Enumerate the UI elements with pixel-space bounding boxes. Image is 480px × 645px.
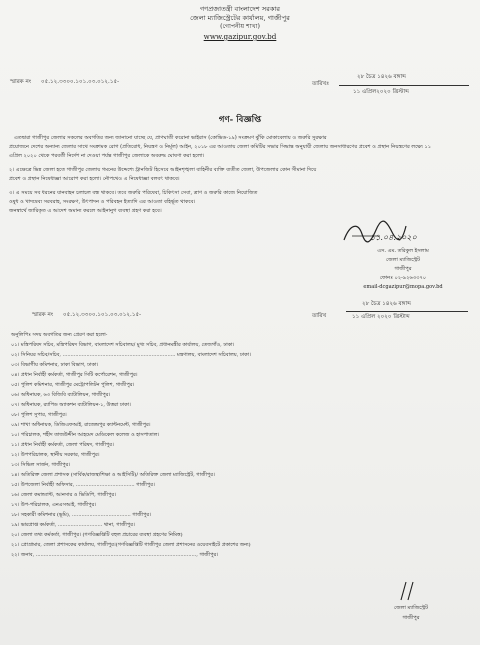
copy-item: ০১। মন্ত্রিপরিষদ সচিব, মন্ত্রিপরিষদ বিভাগ, বাংলাদেশ সচিবালয়/ মুখ্য সচিব, প্রধানমন্ত্রীর কার্যালয়, তেজগাঁও, ঢাকা। xyxy=(11,342,235,348)
copy-item: ২২। জনাব, ....................................................................................................., গাজীপুর। xyxy=(11,552,219,558)
copy-item: ১৩। সিভিল সার্জন, গাজীপুর। xyxy=(11,462,71,468)
copy-item: ১২। উপপরিচালক, স্থানীয় সরকার, গাজীপুর। xyxy=(11,452,100,458)
memo2-label-text: স্মারক নং xyxy=(32,312,54,318)
copy-item: ১৮। সহকারী কমিশনার (ভূমি), ..................................... গাজীপুর। xyxy=(11,512,151,518)
copy-item: ০২। সিনিয়র সচিব/সচিব, ....................................................................... মন্ত্রণালয়, বাংলাদেশ সচিবালয়, ঢাকা। xyxy=(11,352,251,358)
paragraph-line: প্রয়োজনে দেশের অন্যান্য জেলার সাথে সংক্রামক রোগ (প্রতিরোধ, নিয়ন্ত্রণ ও নির্মূল) আইন, ২০১৮ এর আওতায় জেলা কমিটির সভার সিদ্ধান্ত অনুযায়ী জেলায় জনসাধারণের প্রবেশ ও প্রস্থান নিয়ন্ত্রণের লক্ষ্যে ১১ xyxy=(9,144,432,150)
memo2-number: ০৫.১২.৩৩০০.১০১.০৩.০১২.১৫- xyxy=(63,312,141,318)
copy-item: ১৯। ভারপ্রাপ্ত কর্মকর্তা, ............................ থানা, গাজীপুর। xyxy=(11,522,135,528)
paragraph-line: জনস্বার্থে জারিকৃত এ আদেশ অমান্য করলে আইনানুগ ব্যবস্থা গ্রহণ করা হবে। xyxy=(9,208,162,214)
signer2-designation: জেলা ম্যাজিস্ট্রেট xyxy=(394,605,428,611)
signature-date: ১১.০৪.২০২০ xyxy=(370,233,417,242)
signature-initial xyxy=(396,580,420,602)
copy-item: ১১। প্রধান নির্বাহী কর্মকর্তা, জেলা পরিষদ, গাজীপুর। xyxy=(11,442,114,448)
copy-item: ২০। জেলা তথ্য কর্মকর্তা, গাজীপুর। (গণবিজ্ঞপ্তিটি বহুল প্রচারের ব্যবস্থা গ্রহণের নিমিত্ত) xyxy=(11,532,183,538)
copy-item: ১৪। অতিরিক্ত জেলা প্রশাসক (সার্বিক/রাজস্ব/শিক্ষা ও আইসিটি)/ অতিরিক্ত জেলা ম্যাজিস্ট্রেট, গাজীপুর। xyxy=(11,472,215,478)
govt-heading: গণপ্রজাতন্ত্রী বাংলাদেশ সরকার xyxy=(199,5,281,13)
office-heading: জেলা ম্যাজিস্ট্রেটের কার্যালয়, গাজীপুর xyxy=(190,14,290,22)
memo-number: ০৫.১২.৩৩০০.১০১.০৩.০১২.১৫- xyxy=(41,79,119,85)
signer-name: এস. এম. তরিকুল ইসলাম xyxy=(377,248,429,254)
memo-date-label: তারিখঃ xyxy=(312,81,330,87)
memo-label-text: স্মারক নং xyxy=(10,79,32,85)
copy-item: ১০। পরিচালক, শহীদ তাজউদ্দীন আহমেদ মেডিকেল কলেজ ও হাসপাতাল। xyxy=(11,432,160,438)
paragraph-line: ওষুধ ও খাদ্যদ্রব্য সরবরাহ, সংরক্ষণ, উৎপাদন ও পরিবহন ইত্যাদি এর আওতা বহির্ভূত থাকবে। xyxy=(9,199,196,205)
copy-item: ০৮। পুলিশ সুপার, গাজীপুর। xyxy=(11,412,67,418)
memo2-date-label: তারিখ xyxy=(312,313,327,319)
signer2-district: গাজীপুর xyxy=(402,615,420,621)
copy-item: ১৬। জেলা কমান্ড্যান্ট, আনসার ও ভিডিপি, গাজীপুর। xyxy=(11,492,116,498)
copy-item: ১৭। উপ-পরিচালক, এনএসআই, গাজীপুর। xyxy=(11,502,97,508)
branch-heading: (গোপনীয় শাখা) xyxy=(220,23,260,30)
memo-date-bangla: ২৮ চৈত্র ১৪২৬ বঙ্গাব্দ xyxy=(357,74,406,80)
copy-item: ১৫। উপজেলা নির্বাহী অফিসার, ..................................... গাজীপুর। xyxy=(11,482,155,488)
signer-email[interactable]: email-dcgazipur@mopa.gov.bd xyxy=(363,284,443,290)
paragraph-line: এতদ্বারা গাজীপুর জেলার সকলের অবগতির জন্য জানানো যাচ্ছে যে, প্রাণঘাতী করোনা ভাইরাস (কোভিড-১৯) সংক্রমণ ঝুঁকি মোকাবেলায় ও জরুরি সুরক্ষার xyxy=(14,135,327,141)
memo-date-english: ১১ এপ্রিল২০২০ খ্রিস্টাব্দ xyxy=(353,89,409,95)
paragraph-line: এপ্রিল ২০২০ থেকে পরবর্তী নির্দেশ না দেওয়া পর্যন্ত গাজীপুর জেলাকে অবরুদ্ধ ঘোষণা করা হলো। xyxy=(9,153,205,159)
memo2-date-english: ১১ এপ্রিল ২০২০ খ্রিস্টাব্দ xyxy=(352,314,410,320)
memo-label xyxy=(10,80,119,86)
memo2-date-divider xyxy=(346,311,468,312)
copy-intro: অনুলিপিঃ সদয় অবগতির জন্য প্রেরণ করা হলো- xyxy=(11,332,108,338)
copy-item: ০৬। অধিনায়ক, ৬৩ বিজিবি ব্যাটালিয়ন, গাজীপুর। xyxy=(11,392,111,398)
copy-item: ০৪। প্রধান নির্বাহী কর্মকর্তা, গাজীপুর সিটি কর্পোরেশন, গাজীপুর। xyxy=(11,372,138,378)
memo2-date-bangla: ২৮ চৈত্র ১৪২৬ বঙ্গাব্দ xyxy=(362,301,411,307)
date-divider xyxy=(339,85,469,86)
signer-phone: ফোনঃ ০২-৯২৬৩৩৭০ xyxy=(379,275,427,281)
memo2-label xyxy=(32,313,141,319)
website-link[interactable]: www.gazipur.gov.bd xyxy=(203,32,277,41)
paragraph-line: ৩। এ সময়ে সব ধরনের যানবাহন চলাচল বন্ধ থাকবে। তবে জরুরি পরিষেবা, চিকিৎসা সেবা, ত্রাণ ও জরুরি কাজে নিয়োজিত xyxy=(9,190,258,196)
signer-designation: জেলা ম্যাজিস্ট্রেট xyxy=(386,257,420,263)
memo-date-box xyxy=(339,72,469,101)
paragraph-line: প্রবেশ ও প্রস্থান নিষেধাজ্ঞা আরোপ করা হলো। নৌপথেও এ নিষেধাজ্ঞা বলবৎ থাকবে। xyxy=(9,176,180,182)
copy-item: ২১। প্রোগ্রামার, জেলা প্রশাসকের কার্যালয়, গাজীপুর।(গণবিজ্ঞপ্তিটি গাজীপুর জেলা প্রশাসনের ওয়েবসাইটে প্রকাশের জন্য) xyxy=(11,542,251,548)
copy-item: ০৩। বিভাগীয় কমিশনার, ঢাকা বিভাগ, ঢাকা। xyxy=(11,362,99,368)
signer-district: গাজীপুর xyxy=(394,266,412,272)
copy-item: ০৭। অধিনায়ক, র‍্যাপিড অ্যাকশন ব্যাটালিয়ন-১, উত্তরা ঢাকা। xyxy=(11,402,131,408)
copy-item: ০৯। শাখা অধিনায়ক, ডিজিএফআই, রাজেন্দ্রপুর ক্যান্টনমেন্ট, গাজীপুর। xyxy=(11,422,151,428)
notice-title: গণ- বিজ্ঞপ্তি xyxy=(218,115,262,125)
copy-item: ০৫। পুলিশ কমিশনার, গাজীপুর মেট্রোপলিটন পুলিশ, গাজীপুর। xyxy=(11,382,135,388)
paragraph-line: ২। এক্ষেত্রে ভিন্ন জেলা হতে গাজীপুর জেলায় গমনের উদ্দেশ্যে ট্রানজিট হিসেবে আইনশৃঙ্খলা বাহিনীর ব্যক্তি ব্যতীত জেলা, উপজেলার কোন সীমানা দিয়ে xyxy=(9,167,317,173)
